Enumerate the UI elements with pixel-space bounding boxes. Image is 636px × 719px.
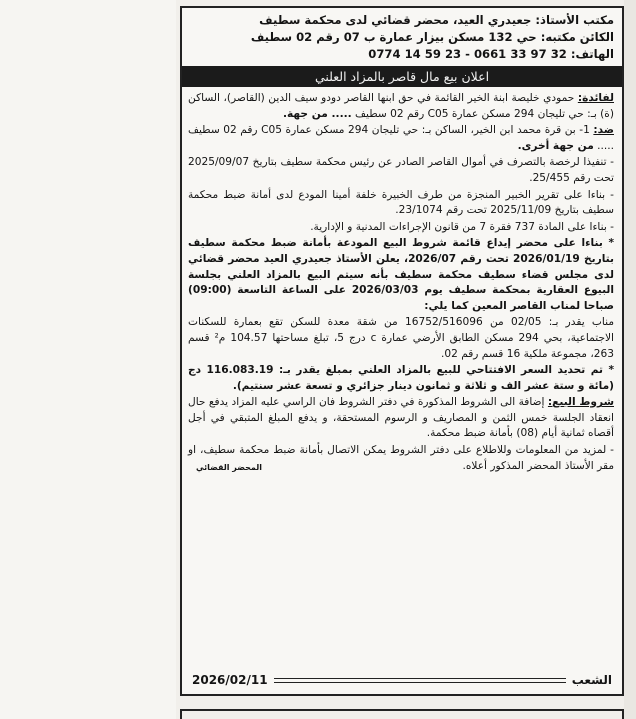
publication-footer bbox=[182, 670, 622, 690]
expert-report-paragraph: - بناءا على تقرير الخبير المنجزة من طرف الخبيرة خلفة أمينا المودع لدى أمانة ضبط محكمة سطيف بتاريخ 2025/11/09 تحت رقم 23/1074. bbox=[188, 188, 614, 217]
newspaper-name: الشعب bbox=[571, 673, 612, 687]
next-clipping-edge bbox=[180, 709, 624, 719]
beneficiary-label: لفائدة: bbox=[577, 92, 614, 104]
office-address: الكائن مكتبه: حي 132 مسكن بيزار عمارة ب 07 رقم 02 سطيف bbox=[250, 30, 614, 44]
office-name: مكتب الأستاذ: جعيدري العيد، محضر قضائي لدى محكمة سطيف bbox=[259, 13, 614, 27]
margin-right bbox=[624, 0, 636, 719]
sale-conditions-text: إضافة الى الشروط المذكورة في دفتر الشروط فان الراسي عليه المزاد يدفع حال انعقاد الجلسة خمس الثمن و المصاريف و الرسوم المستحقة، و يدفع المبلغ المتبقي في أجل أقصاه ثمانية أيام (08) بأمانة ضبط محكمة. bbox=[188, 396, 614, 440]
sale-conditions-label: شروط البيع: bbox=[547, 396, 614, 409]
office-header bbox=[182, 8, 622, 63]
property-description-paragraph: مناب يقدر بـ: 02/05 من 16752/516096 من شقة معدة للسكن تقع بعمارة للسكنات الاجتماعية، بحي 294 مسكن الطابق الأرضي عمارة c درج 5، تبلغ مساحتها 104.57 م² قسم 263، مجموعة ملكية 16 قسم رقم 02. bbox=[188, 316, 614, 360]
publication-date: 2026/02/11 bbox=[192, 673, 268, 687]
defendant-tail: من جهة أخرى. bbox=[517, 139, 594, 152]
margin-left bbox=[0, 0, 176, 719]
office-phone: الهاتف: 32 97 33 0661 - 23 59 14 0774 bbox=[368, 47, 614, 61]
footer-rule bbox=[274, 678, 566, 683]
announcement-clipping bbox=[180, 6, 624, 696]
defendant-paragraph bbox=[188, 123, 614, 154]
bailiff-signature: المحضر القضائي bbox=[196, 463, 263, 473]
beneficiary-tail: ..... من جهة. bbox=[282, 107, 352, 120]
sale-conditions-paragraph bbox=[188, 395, 614, 442]
sale-notice-paragraph: * بناءا على محضر إيداع قائمة شروط البيع المودعة بأمانة ضبط محكمة سطيف بتاريخ 2026/01/19 تحت رقم 2026/07، يعلن الأستاذ جعيدري العيد محضر قضائي لدى مجلس قضاء سطيف محكمة سطيف بأنه سيتم البيع بالمزاد العلني بجلسة البيوع العقارية بمحكمة سطيف يوم 2026/03/03 على الساعة التاسعة (09:00) صباحا لمناب القاصر المعين كما يلي: bbox=[188, 237, 615, 312]
announcement-body bbox=[182, 87, 622, 474]
beneficiary-text: حمودي خليصة ابنة الخير القائمة في حق ابنها القاصر دودو سيف الدين (القاصر)، الساكن (ة) بـ: حي تليجان 294 مسكن عمارة C05 رقم 02 سطيف bbox=[188, 92, 614, 120]
contact-paragraph: - لمزيد من المعلومات وللاطلاع على دفتر الشروط يمكن الاتصال بأمانة ضبط محكمة سطيف، او مقر الأستاذ المحضر المذكور أعلاه. bbox=[188, 444, 614, 472]
defendant-label: ضد: bbox=[593, 124, 614, 137]
legal-article-paragraph: - بناءا على المادة 737 فقرة 7 من قانون الإجراءات المدنية و الإدارية. bbox=[310, 220, 614, 233]
defendant-text: 1- بن قرة محمد ابن الخير، الساكن بـ: حي تليجان 294 مسكن عمارة C05 رقم 02 سطيف ..... bbox=[188, 124, 614, 152]
license-paragraph: - تنفيذا لرخصة بالتصرف في أموال القاصر الصادر عن رئيس محكمة سطيف بتاريخ 2025/09/07 تحت رقم 25/455. bbox=[188, 156, 614, 184]
beneficiary-paragraph bbox=[188, 91, 614, 122]
opening-price-paragraph: * تم تحديد السعر الافتتاحي للبيع بالمزاد العلني بمبلغ يقدر بـ: 116.083.19 دج (مائة و ستة عشر الف و ثلاثة و ثمانون دينار جزائري و تسعة عشر سنتيم). bbox=[188, 364, 615, 392]
announcement-title: اعلان بيع مال قاصر بالمزاد العلني bbox=[182, 66, 622, 87]
